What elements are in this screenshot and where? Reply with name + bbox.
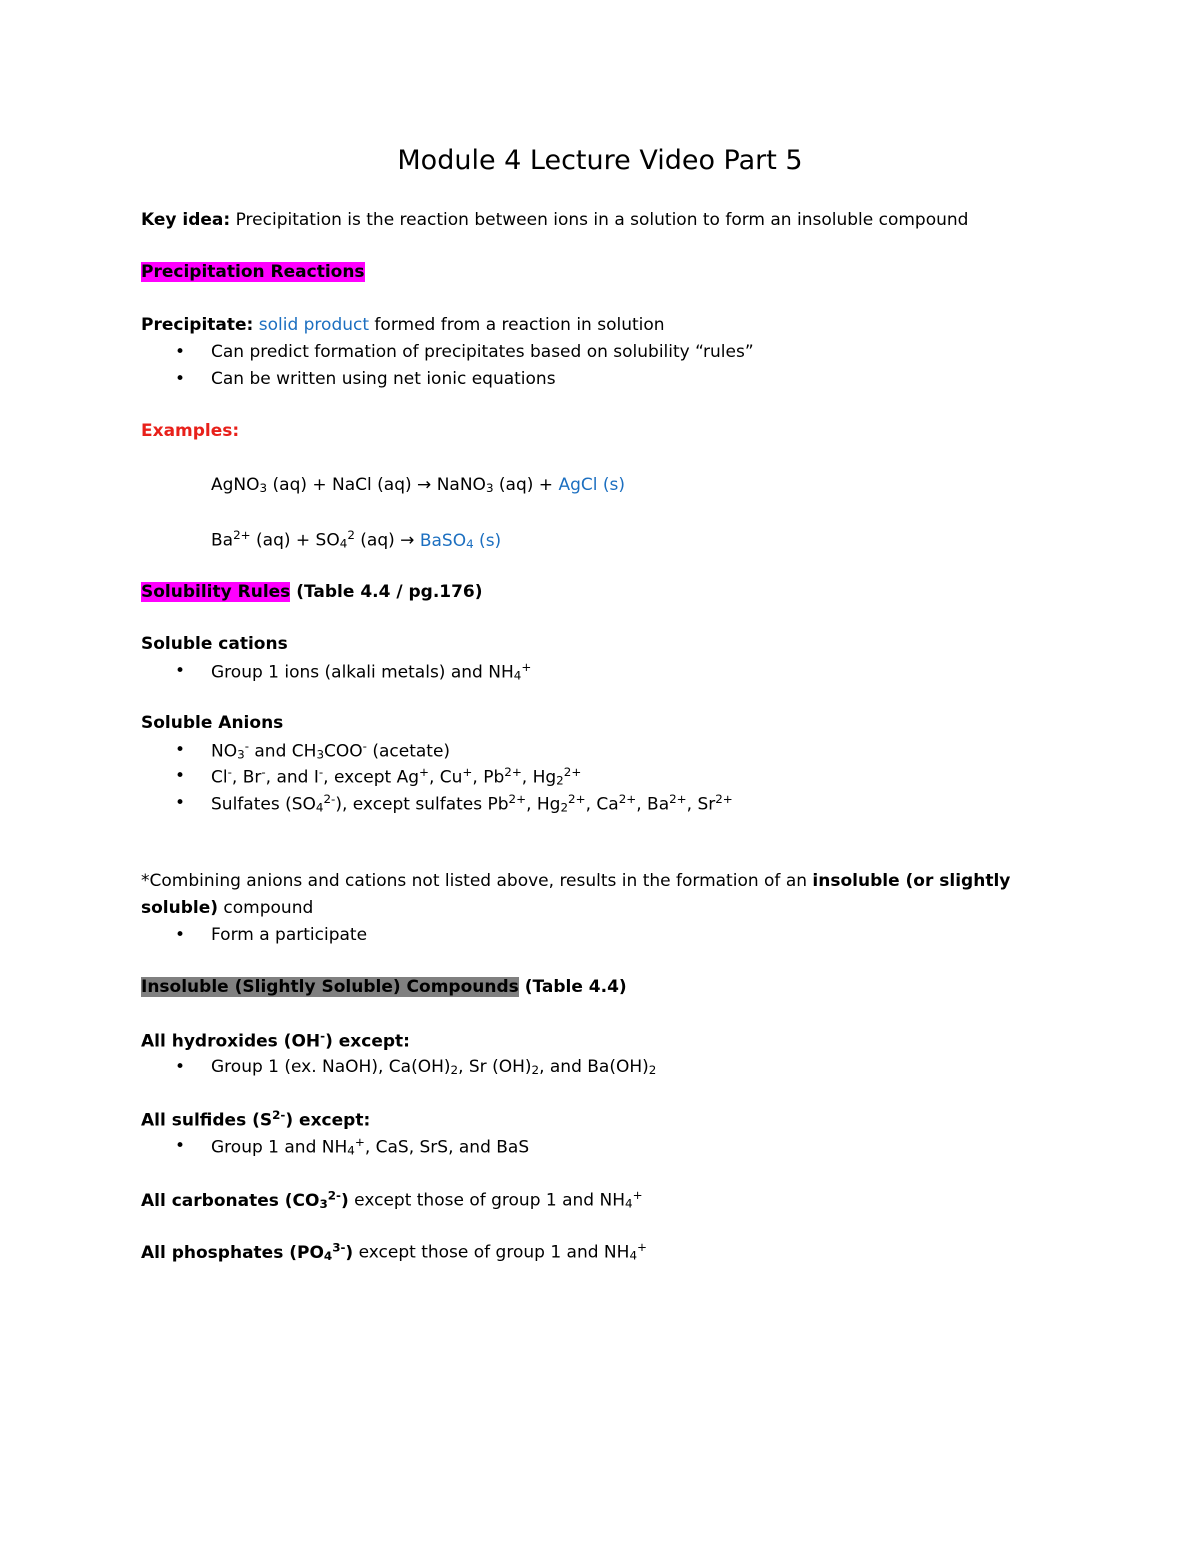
solubility-rules-heading — [141, 581, 483, 603]
carbonates-rule: All carbonates $(CO_3^{2-})$ except those of group 1 and $NH_4^+$ — [141, 1188, 643, 1211]
examples-heading: Examples: — [141, 421, 240, 441]
solubility-rules-label: Solubility Rules — [141, 582, 291, 602]
eq1-product: AgCl (s) — [558, 475, 625, 495]
precipitate-rest: formed from a reaction in solution — [369, 315, 665, 335]
key-idea-text: Precipitation is the reaction between ions in a solution to form an insoluble compound — [230, 210, 969, 230]
insoluble-label: Insoluble (Slightly Soluble) Compounds — [141, 977, 519, 997]
key-idea-label: Key idea: — [141, 210, 231, 230]
eq2-product: BaSO$_4$ (s) — [414, 530, 502, 551]
example-equation-1: AgNO$_3$ (aq) + NaCl (aq) → NaNO$_3$ (aq) + AgCl (s) — [211, 475, 625, 495]
hydroxide-bullet: Group 1 (ex. NaOH), $Ca(OH)_2$, Sr $(OH)_2$, and $Ba(OH)_2$ — [211, 1057, 657, 1077]
bullet-icon: • — [175, 740, 186, 760]
cation-bullet: Group 1 ions (alkali metals) and $NH_4^+$ — [211, 660, 532, 683]
bullet-icon: • — [175, 766, 186, 786]
bullet-icon: • — [175, 1057, 186, 1077]
precipitate-definition — [141, 314, 665, 336]
note-bullet: Form a participate — [211, 925, 368, 945]
arrow-icon: → — [417, 475, 432, 495]
insoluble-heading — [141, 976, 627, 998]
bullet-icon: • — [175, 793, 186, 813]
precipitation-reactions-heading — [141, 261, 365, 283]
anion-bullet-1: $NO_3^-$ and $CH_3COO^-$ (acetate) — [211, 739, 451, 762]
bullet-icon: • — [175, 661, 186, 681]
arrow-icon: → — [400, 530, 415, 551]
anion-bullet-3: Sulfates $(SO_4^{2-})$, except sulfates $Pb^{2+}$, $Hg_2^{2+}$, $Ca^{2+}$, $Ba^{2+}$, $Sr^{2+}$ — [211, 792, 733, 815]
soluble-anions-label: Soluble Anions — [141, 713, 284, 733]
key-idea-line — [141, 209, 968, 231]
page-title: Module 4 Lecture Video Part 5 — [397, 145, 803, 176]
note-line-1: *Combining anions and cations not listed above, results in the formation of an insoluble (or slightly — [141, 871, 1011, 891]
bullet-icon: • — [175, 1136, 186, 1156]
soluble-cations-label: Soluble cations — [141, 634, 288, 654]
precipitate-bullet-2: Can be written using net ionic equations — [211, 369, 556, 389]
note-line-2: soluble) compound — [141, 898, 314, 918]
phosphates-rule: All phosphates $(PO_4^{3-})$ except those of group 1 and $NH_4^+$ — [141, 1240, 647, 1263]
anion-bullet-2: Cl-, Br-, and I-, except Ag+, Cu+, $Pb^{2+}$, $Hg_2^{2+}$ — [211, 765, 582, 788]
bullet-icon: • — [175, 342, 186, 362]
bullet-icon: • — [175, 925, 186, 945]
sulfide-bullet: Group 1 and $NH_4^+$, CaS, SrS, and BaS — [211, 1135, 530, 1158]
sulfides-rule: All sulfides $(S^{2-})$ except: — [141, 1108, 371, 1131]
precipitation-reactions-label: Precipitation Reactions — [141, 262, 365, 282]
solubility-rules-ref: (Table 4.4 / pg.176) — [290, 582, 483, 602]
precipitate-bullet-1: Can predict formation of precipitates based on solubility “rules” — [211, 342, 754, 362]
hydroxides-rule: All hydroxides (OH-) except: — [141, 1029, 410, 1052]
bullet-icon: • — [175, 369, 186, 389]
precipitate-label: Precipitate: — [141, 315, 254, 335]
precipitate-term: solid product — [258, 315, 370, 335]
example-equation-2: $Ba^{2+}$ $(aq) + SO_4^2$ (aq) → BaSO$_4$ (s) — [211, 528, 502, 551]
insoluble-ref: (Table 4.4) — [518, 977, 627, 997]
